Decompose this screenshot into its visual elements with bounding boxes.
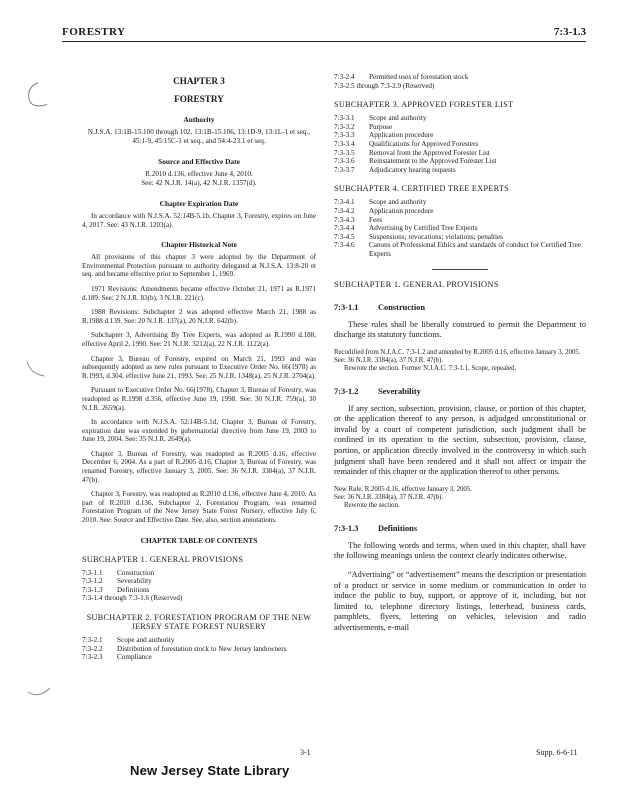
historical-paragraph: Chapter 3, Bureau of Forestry, was readopted as R.2005 d.16, effective December 6, 2004. As a part of R.2005 d.16, Chapter 3, Bureau of Forestry, was renamed Forestry, effective January 3, 2005. See: 36 N.J.R. 3384(a), 37 N.J.R. 47(b). <box>82 449 316 484</box>
section-divider <box>432 269 488 270</box>
margin-mark-icon <box>26 678 54 700</box>
toc-subchapter-1-label: SUBCHAPTER 1. GENERAL PROVISIONS <box>82 554 244 564</box>
section-text: If any section, subsection, provision, clause, or portion of this chapter, or the application thereof to any person, is adjudged unconstitutional or invalid by a court of competent jurisdiction, such judgment shall be confined in its operation to the section, subsection, provision, clause, portion, or application directly involved in the controversy in which such judgment shall have been rendered and it shall not affect or impair the remainder of this chapter or the application thereof to other persons. <box>334 403 586 477</box>
historical-paragraph: Pursuant to Executive Order No. 66(1978), Chapter 3, Bureau of Forestry, was readopted as R.1998 d.356, effective June 19, 1998. See: 30 N.J.R. 759(a), 30 N.J.R. 2659(a). <box>82 386 316 412</box>
toc-heading: CHAPTER TABLE OF CONTENTS <box>140 535 258 545</box>
historical-paragraph: Chapter 3, Bureau of Forestry, expired on March 21, 1993 and was subsequently adopted as new rules pursuant to Executive Order No. 66(1978) as R.1993, d.304, effective June 21, 1993. See: 25 N.J.R. 1348(a), 25 N.J.R. 2704(a). <box>82 354 316 380</box>
historical-note-heading: Chapter Historical Note <box>161 240 237 250</box>
section-text: “Advertising” or “advertisement” means the description or presentation of a product or service in some medium or communication in order to induce the public to buy, support, or approve of it, including, but not limited to, telephone directory listings, letterhead, business cards, pamphlets, flyers, lettering on vehicles, television and radio advertisements, e-mail <box>334 570 586 632</box>
toc-entry[interactable]: 7:3-2.2 Distribution of forestation stock to New Jersey landowners <box>82 644 287 653</box>
toc-subchapter-2-label: SUBCHAPTER 2. FORESTATION PROGRAM OF THE NEW JERSEY STATE FOREST NURSERY <box>86 613 312 631</box>
expiration-heading: Chapter Expiration Date <box>159 199 239 208</box>
library-stamp: New Jersey State Library <box>130 763 290 778</box>
margin-mark-icon <box>20 80 50 110</box>
section-heading-7-3-1-3: 7:3-1.3 Definitions <box>334 523 418 533</box>
toc-entry[interactable]: 7:3-3.6 Reinstatement to the Approved Forester List <box>334 157 497 166</box>
section-text: The following words and terms, when used in this chapter, shall have the following meanings unless the context clearly indicates otherwise. <box>334 540 586 561</box>
header-section-number: 7:3-1.3 <box>553 26 586 38</box>
subchapter-1-heading: SUBCHAPTER 1. GENERAL PROVISIONS <box>334 279 499 289</box>
supplement-date: Supp. 6-6-11 <box>536 748 578 757</box>
historical-paragraph: All provisions of this chapter 3 were adopted by the Department of Environmental Protection pursuant to authority delegated at N.J.S.A. 13:8-20 et seq. and became effective prior to September 1, 1969. <box>82 253 316 279</box>
running-header <box>62 25 586 42</box>
section-note: Rewrote the section. <box>344 501 400 509</box>
toc-subchapter-4-label: SUBCHAPTER 4. CERTIFIED TREE EXPERTS <box>334 184 510 194</box>
toc-entry[interactable]: 7:3-2.3 Compliance <box>82 653 152 662</box>
toc-entry[interactable]: 7:3-1.4 through 7:3-1.6 (Reserved) <box>82 594 183 603</box>
toc-entry[interactable]: 7:3-3.2 Purpose <box>334 122 393 131</box>
historical-paragraph: In accordance with N.J.S.A. 52:14B-5.1d, Chapter 3, Bureau of Forestry, expiration date was extended by gubernatorial directive from June 19, 2003 to June 19, 2004. See: 35 N.J.R. 2649(a). <box>82 418 316 444</box>
toc-entry[interactable]: 7:3-4.5 Suspensions; revocations; violations; penalties <box>334 232 503 241</box>
section-note: See: 36 N.J.R. 3384(a), 37 N.J.R. 47(b). <box>334 493 444 501</box>
historical-paragraph: 1988 Revisions: Subchapter 2 was adopted effective March 21, 1988 as R.1988 d.139. See: 20 N.J.R. 137(a), 20 N.J.R. 642(b). <box>82 308 316 325</box>
section-note: Recodified from N.J.A.C. 7:3-1.2 and amended by R.2005 d.16, effective January 3, 2005. <box>334 348 581 356</box>
toc-entry[interactable]: 7:3-3.1 Scope and authority <box>334 114 427 123</box>
chapter-title: FORESTRY <box>174 94 224 104</box>
section-note: New Rule, R.2005 d.16, effective January 3, 2005. <box>334 485 472 493</box>
right-column <box>334 73 586 642</box>
authority-heading: Authority <box>183 115 215 124</box>
historical-paragraph: Subchapter 3, Advertising By Tree Experts, was adopted as R.1990 d.188, effective April 2, 1990. See: 21 N.J.R. 3212(a), 22 N.J.R. 1122(a). <box>82 331 316 348</box>
section-heading-7-3-1-1: 7:3-1.1 Construction <box>334 302 425 312</box>
section-note: See: 36 N.J.R. 3384(a), 37 N.J.R. 47(b). <box>334 356 444 364</box>
toc-entry[interactable]: 7:3-4.1 Scope and authority <box>334 198 427 207</box>
toc-entry[interactable]: 7:3-4.2 Application procedure <box>334 206 434 215</box>
toc-entry[interactable]: 7:3-1.3 Definitions <box>82 585 150 594</box>
toc-entry[interactable]: 7:3-3.5 Removal from the Approved Forester List <box>334 148 490 157</box>
page-number: 3-1 <box>300 748 311 757</box>
toc-entry[interactable]: 7:3-2.5 through 7:3-2.9 (Reserved) <box>334 81 435 90</box>
toc-entry[interactable]: 7:3-1.2 Severability <box>82 577 152 586</box>
source-text: R.2010 d.136, effective June 4, 2010. <box>145 170 253 178</box>
toc-entry[interactable]: 7:3-4.3 Fees <box>334 215 383 224</box>
toc-entry[interactable]: 7:3-2.1 Scope and authority <box>82 636 175 644</box>
margin-mark-icon <box>24 358 48 382</box>
historical-paragraph: 1971 Revisions: Amendments became effective October 21, 1971 as R.1971 d.189. See: 2 N.J.R. 83(b), 3 N.J.R. 221(c). <box>82 284 316 302</box>
chapter-number: CHAPTER 3 <box>173 76 225 86</box>
toc-entry[interactable]: 7:3-4.4 Advertising by Certified Tree Experts <box>334 224 478 233</box>
source-heading: Source and Effective Date <box>158 157 240 166</box>
section-heading-7-3-1-2: 7:3-1.2 Severability <box>334 386 421 396</box>
toc-entry[interactable]: 7:3-1.1 Construction <box>82 568 155 577</box>
source-citation: See: 42 N.J.R. 14(a), 42 N.J.R. 1357(d). <box>141 179 257 187</box>
toc-entry[interactable]: 7:3-3.3 Application procedure <box>334 131 434 140</box>
toc-subchapter-3-label: SUBCHAPTER 3. APPROVED FORESTER LIST <box>334 100 514 110</box>
toc-entry[interactable]: 7:3-3.7 Adjudicatory hearing requests <box>334 165 456 174</box>
section-text: These rules shall be liberally construed to permit the Department to discharge its statutory functions. <box>334 319 586 340</box>
toc-entry[interactable]: 7:3-3.4 Qualifications for Approved Foresters <box>334 139 479 148</box>
authority-text: N.J.S.A. 13:1B-15.100 through 102, 13:1B-15.106, 13:1D-9, 13:1L-1 et seq., 45:1-9, 45:15C-1 et seq., and 54:4-23.1 et seq. <box>87 128 311 145</box>
header-title: FORESTRY <box>62 26 126 38</box>
left-column <box>82 60 316 662</box>
historical-paragraph: Chapter 3, Forestry, was readopted as R.2010 d.136, effective June 4, 2010. As part of R.2010 d.136, Subchapter 2, Forestation Program, was renamed Forestation Program of the New Jersey State Forest Nursery, effective July 6, 2010. See: Source and Effective Date. See, also, section annotations. <box>82 490 316 525</box>
toc-entry[interactable]: 7:3-4.6 Canons of Professional Ethics and standards of conduct for Certified Tree Experts <box>334 241 581 258</box>
expiration-text: In accordance with N.J.S.A. 52:14B-5.1b, Chapter 3, Forestry, expires on June 4, 2017. See: 43 N.J.R. 1203(a). <box>82 212 316 229</box>
toc-entry[interactable]: 7:3-2.4 Permitted uses of forestation stock <box>334 73 469 81</box>
section-note: Rewrote the section. Former N.J.A.C. 7:3-1.1, Scope, repealed. <box>344 364 517 372</box>
